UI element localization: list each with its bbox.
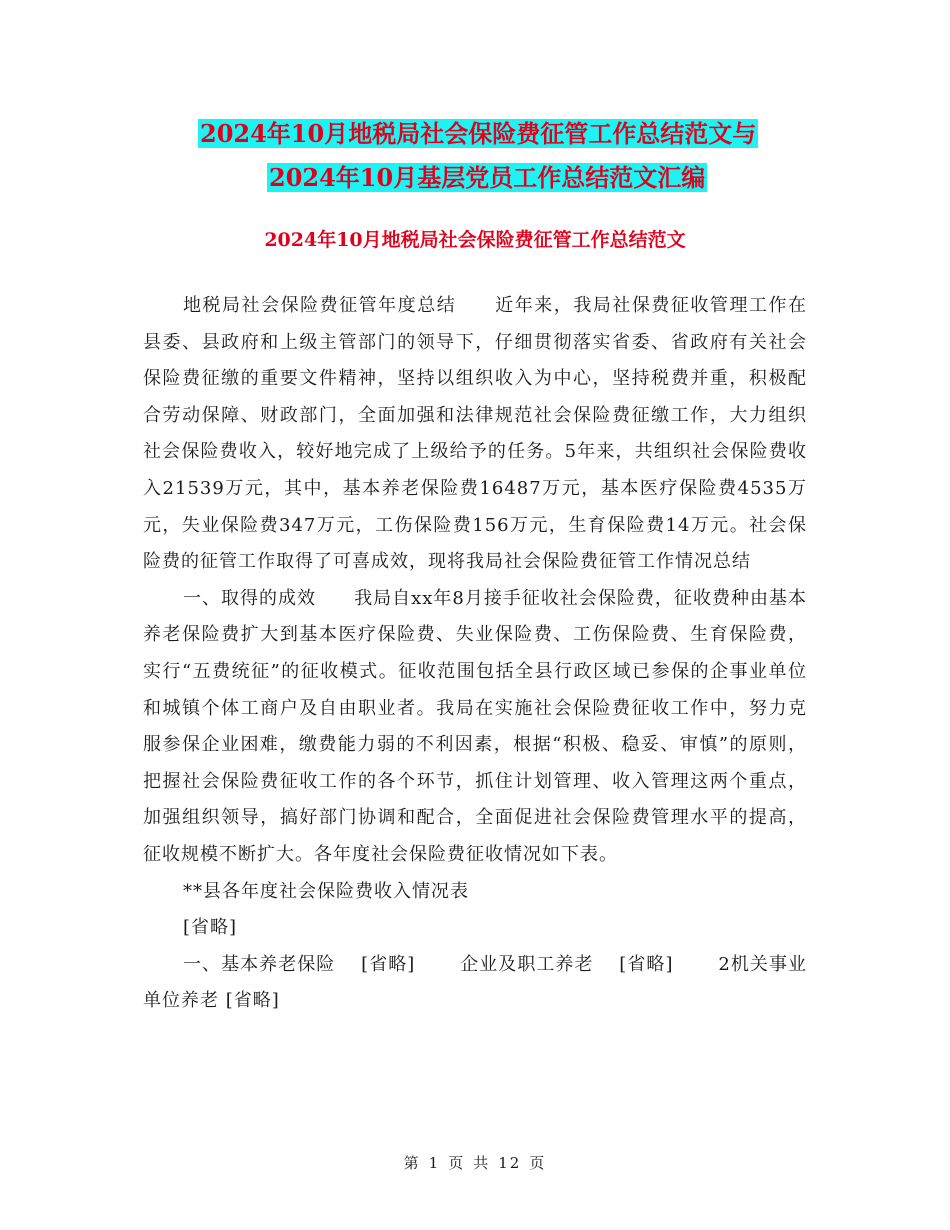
footer-prefix: 第 bbox=[403, 1154, 421, 1172]
document-body bbox=[143, 288, 807, 1020]
omitted-table: [省略] bbox=[183, 917, 238, 939]
title-line-1 bbox=[150, 112, 850, 156]
current-page-number: 1 bbox=[428, 1154, 441, 1172]
paragraph-pension-items: 一、基本养老保险 [省略] 企业及职工养老 [省略] 2机关事业单位养老 [省略] bbox=[143, 953, 807, 1012]
section-title: 2024年10月地税局社会保险费征管工作总结范文 bbox=[264, 229, 686, 251]
footer-page-word: 页 bbox=[448, 1154, 466, 1172]
footer-total-word: 共 bbox=[473, 1154, 491, 1172]
paragraph-intro: 地税局社会保险费征管年度总结 近年来，我局社保费征收管理工作在县委、县政府和上级主管部门的领导下，仔细贯彻落实省委、省政府有关社会保险费征缴的重要文件精神，坚持以组织收入为中心，坚持税费并重，积极配合劳动保障、财政部门，全面加强和法律规范社会保险费征缴工作，大力组织社会保险费收入，较好地完成了上级给予的任务。5年来，共组织社会保险费收入21539万元，其中，基本养老保险费16487万元，基本医疗保险费4535万元，失业保险费347万元，工伤保险费156万元，生育保险费14万元。社会保险费的征管工作取得了可喜成效，现将我局社会保险费征管工作情况总结 bbox=[143, 295, 807, 573]
footer-suffix: 页 bbox=[529, 1154, 547, 1172]
table-caption: **县各年度社会保险费收入情况表 bbox=[183, 880, 469, 902]
title-line-2 bbox=[150, 156, 850, 200]
document-title bbox=[150, 112, 850, 200]
total-page-count: 12 bbox=[498, 1154, 522, 1172]
paragraph-achievements: 一、取得的成效 我局自xx年8月接手征收社会保险费，征收费种由基本养老保险费扩大到基本医疗保险费、失业保险费、工伤保险费、生育保险费，实行“五费统征”的征收模式。征收范围包括全县行政区域已参保的企事业单位和城镇个体工商户及自由职业者。我局在实施社会保险费征收工作中，努力克服参保企业困难，缴费能力弱的不利因素，根据“积极、稳妥、审慎”的原则，把握社会保险费征收工作的各个环节，抓住计划管理、收入管理这两个重点，加强组织领导，搞好部门协调和配合，全面促进社会保险费管理水平的提高，征收规模不断扩大。各年度社会保险费征收情况如下表。 bbox=[143, 587, 807, 865]
page-footer bbox=[0, 1152, 950, 1173]
title-line-1-text: 2024年10月地税局社会保险费征管工作总结范文与 bbox=[200, 119, 757, 148]
title-line-2-text: 2024年10月基层党员工作总结范文汇编 bbox=[269, 163, 706, 192]
